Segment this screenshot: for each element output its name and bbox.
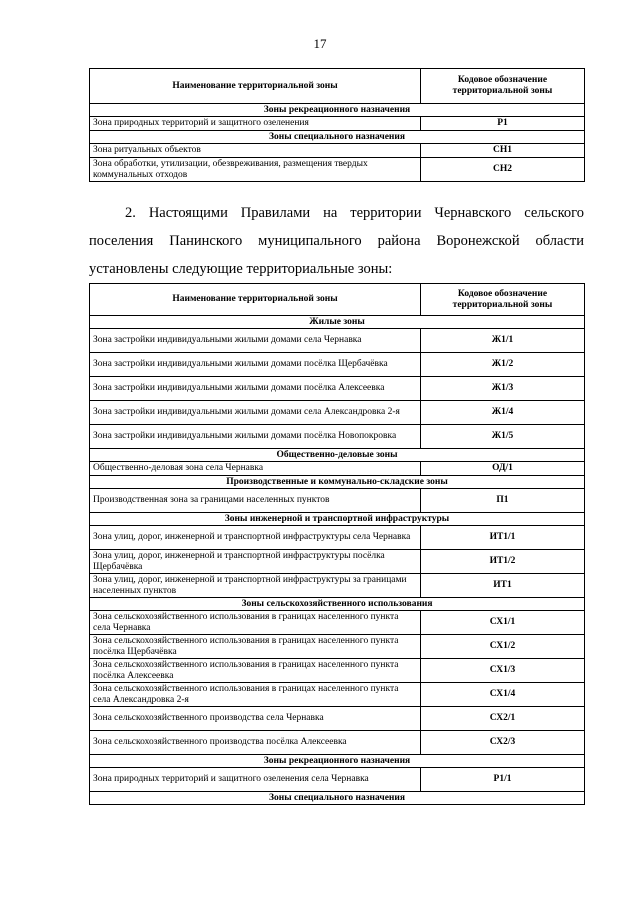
- zone-name: Зона природных территорий и защитного озеленения села Чернавка: [90, 768, 421, 792]
- zone-code: ИТ1: [421, 574, 585, 598]
- zone-row: [90, 768, 585, 792]
- zone-row: [90, 117, 585, 131]
- zone-row: [90, 659, 585, 683]
- header-zone-code: Кодовое обозначение территориальной зоны: [421, 284, 585, 316]
- zone-group-row: [90, 104, 585, 117]
- zone-group-row: [90, 755, 585, 768]
- zone-code: СХ1/4: [421, 683, 585, 707]
- zone-name: Зона сельскохозяйственного использования в границах населенного пункта села Чернавка: [90, 611, 421, 635]
- zone-code: СХ2/1: [421, 707, 585, 731]
- page-number: 17: [313, 36, 327, 51]
- zone-row: [90, 377, 585, 401]
- zone-name: Зона застройки индивидуальными жилыми домами села Александровка 2-я: [90, 401, 421, 425]
- zone-code: Р1: [421, 117, 585, 131]
- zone-name: Производственная зона за границами населенных пунктов: [90, 489, 421, 513]
- paragraph-line: [89, 199, 584, 227]
- zone-name: Зона улиц, дорог, инженерной и транспортной инфраструктуры посёлка Щербачёвка: [90, 550, 421, 574]
- paragraph-zones-intro: [89, 199, 584, 283]
- zone-group-row: [90, 598, 585, 611]
- zone-row: [90, 401, 585, 425]
- zone-row: [90, 462, 585, 476]
- zone-code: ИТ1/2: [421, 550, 585, 574]
- zone-group-row: [90, 513, 585, 526]
- paragraph-line: установлены следующие территориальные зоны:: [89, 261, 393, 277]
- zone-code: СХ1/2: [421, 635, 585, 659]
- header-zone-name: Наименование территориальной зоны: [90, 284, 421, 316]
- zone-group-title: Зоны инженерной и транспортной инфраструктуры: [90, 513, 585, 526]
- zone-code: СН1: [421, 144, 585, 158]
- zone-group-title: Зоны специального назначения: [90, 131, 585, 144]
- zone-name: Зона природных территорий и защитного озеленения: [90, 117, 421, 131]
- zone-row: [90, 635, 585, 659]
- zone-name: Зона улиц, дорог, инженерной и транспортной инфраструктуры села Чернавка: [90, 526, 421, 550]
- zone-name: Зона ритуальных объектов: [90, 144, 421, 158]
- paragraph-line-text: 2. Настоящими Правилами на территории Чернавского сельского: [125, 205, 584, 221]
- zone-group-title: Зоны сельскохозяйственного использования: [90, 598, 585, 611]
- zone-row: [90, 489, 585, 513]
- zone-group-title: Зоны рекреационного назначения: [90, 104, 585, 117]
- zone-group-title: Производственные и коммунально-складские зоны: [90, 476, 585, 489]
- table-header-row: [90, 69, 585, 104]
- zone-group-title: Зоны рекреационного назначения: [90, 755, 585, 768]
- zone-row: [90, 550, 585, 574]
- zone-group-title: Зоны специального назначения: [90, 792, 585, 805]
- zone-group-title: Жилые зоны: [90, 316, 585, 329]
- zone-row: [90, 158, 585, 182]
- header-zone-name: Наименование территориальной зоны: [90, 69, 421, 104]
- zone-code: СХ1/3: [421, 659, 585, 683]
- zone-code: Ж1/5: [421, 425, 585, 449]
- zone-row: [90, 683, 585, 707]
- zone-code: ИТ1/1: [421, 526, 585, 550]
- zone-row: [90, 425, 585, 449]
- zone-name: Зона застройки индивидуальными жилыми домами села Чернавка: [90, 329, 421, 353]
- header-zone-code: Кодовое обозначение территориальной зоны: [421, 69, 585, 104]
- zone-code: СХ2/3: [421, 731, 585, 755]
- zone-code: Р1/1: [421, 768, 585, 792]
- zone-code: Ж1/4: [421, 401, 585, 425]
- zone-name: Зона сельскохозяйственного использования в границах населенного пункта села Александровка 2-я: [90, 683, 421, 707]
- zone-name: Зона улиц, дорог, инженерной и транспортной инфраструктуры за границами населенных пунктов: [90, 574, 421, 598]
- zone-code: Ж1/2: [421, 353, 585, 377]
- zone-group-row: [90, 449, 585, 462]
- table-header-row: [90, 284, 585, 316]
- zone-name: Зона застройки индивидуальными жилыми домами посёлка Щербачёвка: [90, 353, 421, 377]
- zone-code: П1: [421, 489, 585, 513]
- zone-group-row: [90, 476, 585, 489]
- zone-name: Зона обработки, утилизации, обезвреживания, размещения твердых коммунальных отходов: [90, 158, 421, 182]
- zone-row: [90, 731, 585, 755]
- zone-name: Зона сельскохозяйственного производства посёлка Алексеевка: [90, 731, 421, 755]
- zone-group-row: [90, 316, 585, 329]
- zones-table: [89, 283, 585, 805]
- zone-group-row: [90, 131, 585, 144]
- zone-group-title: Общественно-деловые зоны: [90, 449, 585, 462]
- zone-name: Зона сельскохозяйственного использования в границах населенного пункта посёлка Алексеевка: [90, 659, 421, 683]
- zone-code: СХ1/1: [421, 611, 585, 635]
- zones-table-continued: [89, 68, 585, 182]
- zone-row: [90, 329, 585, 353]
- zone-row: [90, 353, 585, 377]
- zone-name: Зона застройки индивидуальными жилыми домами посёлка Новопокровка: [90, 425, 421, 449]
- zone-row: [90, 526, 585, 550]
- zone-row: [90, 144, 585, 158]
- zone-row: [90, 707, 585, 731]
- zone-row: [90, 574, 585, 598]
- zone-name: Зона сельскохозяйственного использования в границах населенного пункта посёлка Щербачёвка: [90, 635, 421, 659]
- zone-name: Общественно-деловая зона села Чернавка: [90, 462, 421, 476]
- zone-code: ОД/1: [421, 462, 585, 476]
- paragraph-line: поселения Панинского муниципального района Воронежской области: [89, 233, 584, 249]
- zone-group-row: [90, 792, 585, 805]
- zone-name: Зона застройки индивидуальными жилыми домами посёлка Алексеевка: [90, 377, 421, 401]
- zone-code: Ж1/1: [421, 329, 585, 353]
- zone-name: Зона сельскохозяйственного производства села Чернавка: [90, 707, 421, 731]
- zone-code: Ж1/3: [421, 377, 585, 401]
- zone-row: [90, 611, 585, 635]
- zone-code: СН2: [421, 158, 585, 182]
